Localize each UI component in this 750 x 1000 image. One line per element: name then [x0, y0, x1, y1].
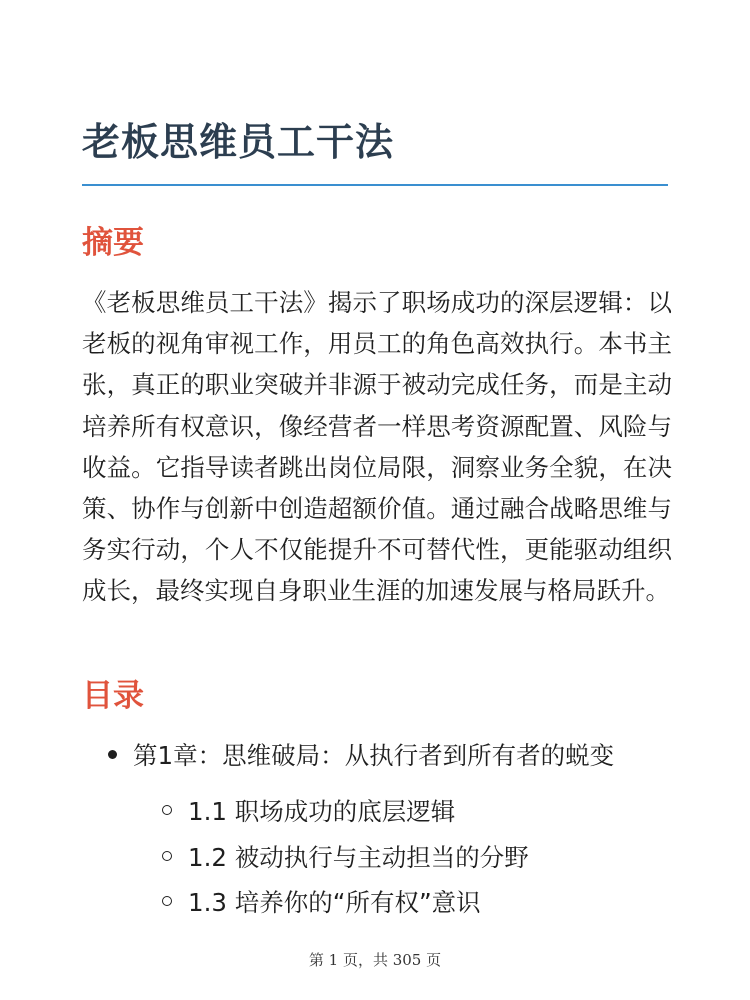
bullet-disc-icon — [108, 750, 117, 759]
title-divider — [82, 184, 668, 186]
toc-section-item — [162, 790, 455, 834]
toc-section-label: 1.2 被动执行与主动担当的分野 — [188, 843, 529, 872]
page-number-footer: 第 1 页，共 305 页 — [308, 951, 442, 969]
toc-heading: 目录 — [82, 678, 144, 714]
toc-chapter-label: 第1章：思维破局：从执行者到所有者的蜕变 — [133, 741, 615, 770]
toc-chapter-item — [108, 734, 614, 778]
summary-heading: 摘要 — [82, 225, 144, 261]
toc-section-label: 1.1 职场成功的底层逻辑 — [188, 797, 456, 826]
document-title: 老板思维员工干法 — [82, 120, 395, 164]
bullet-circle-icon — [162, 805, 172, 815]
summary-paragraph: 《老板思维员工干法》揭示了职场成功的深层逻辑：以老板的视角审视工作，用员工的角色高效执行。本书主张，真正的职业突破并非源于被动完成任务，而是主动培养所有权意识，像经营者一样思考资源配置、风险与收益。它指导读者跳出岗位局限，洞察业务全貌，在决策、协作与创新中创造超额价值。通过融合战略思维与务实行动，个人不仅能提升不可替代性，更能驱动组织成长，最终实现自身职业生涯的加速发展与格局跃升。 — [82, 288, 672, 606]
toc-section-label: 1.3 培养你的“所有权”意识 — [188, 888, 481, 917]
toc-section-item — [162, 881, 481, 925]
bullet-circle-icon — [162, 851, 172, 861]
toc-section-item — [162, 836, 529, 880]
bullet-circle-icon — [162, 896, 172, 906]
